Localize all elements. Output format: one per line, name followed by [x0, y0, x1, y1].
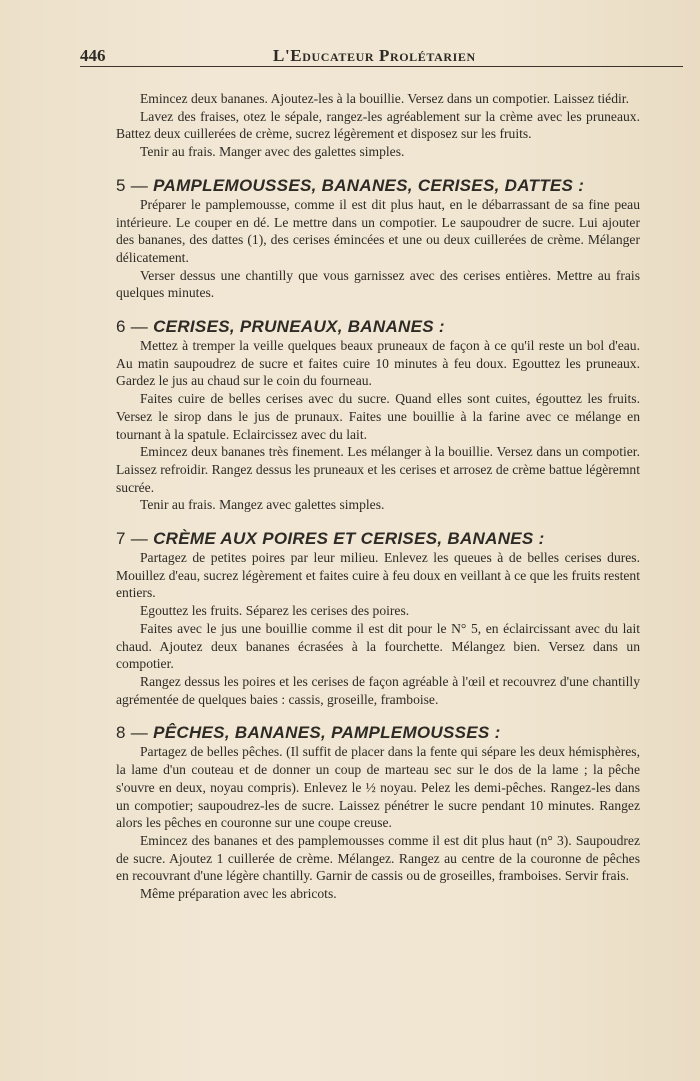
recipe-number: 7 —	[116, 529, 154, 549]
recipe-heading-8	[116, 723, 640, 743]
page-number: 446	[80, 46, 106, 65]
paragraph: Egouttez les fruits. Séparez les cerises des poires.	[140, 603, 410, 619]
recipe-number: 8 —	[116, 723, 154, 743]
paragraph: Lavez des fraises, otez le sépale, rangez-les agréablement sur la crème avec les pruneaux. Battez deux cuillerées de crème, sucrez légèrement et disposez sur les fruits.	[116, 108, 640, 142]
paragraph: Mettez à tremper la veille quelques beaux pruneaux de façon à ce qu'il reste un bol d'eau. Au matin saupoudrez de sucre et faites cuire 10 minutes à feu doux. Egouttez les pruneaux. Gardez le jus au chaud sur le coin du fourneau.	[116, 338, 640, 389]
recipe-title: PAMPLEMOUSSES, BANANES, CERISES, DATTES :	[153, 175, 585, 195]
paragraph: Préparer le pamplemousse, comme il est dit plus haut, en le débarrassant de sa fine peau intérieure. Le couper en dé. Le mettre dans un compotier. Le saupoudrer de sucre. Lui ajouter des bananes, des dattes (1), des cerises émincées et une ou deux cuillerées de crème. Mélanger délicatement.	[116, 196, 640, 265]
recipe-heading-5	[116, 176, 640, 196]
paragraph: Même préparation avec les abricots.	[140, 886, 337, 902]
paragraph: Partagez de petites poires par leur milieu. Enlevez les queues à de belles cerises dures. Mouillez d'eau, sucrez légèrement et faites cuire à feu doux en veillant à ce que les fruits restent entiers.	[116, 550, 640, 601]
recipe-title: CERISES, PRUNEAUX, BANANES :	[153, 317, 445, 337]
paragraph: Emincez deux bananes. Ajoutez-les à la bouillie. Versez dans un compotier. Laissez tiédir.	[140, 91, 629, 106]
page-header	[80, 44, 683, 67]
recipe-heading-6	[116, 317, 640, 337]
paragraph: Rangez dessus les poires et les cerises de façon agréable à l'œil et recouvrez d'une chantilly agrémentée de quelques baies : cassis, groseille, framboise.	[116, 673, 640, 707]
paragraph: Tenir au frais. Mangez avec galettes simples.	[140, 497, 385, 513]
paragraph: Faites avec le jus une bouillie comme il est dit pour le N° 5, en éclaircissant avec du lait chaud. Ajoutez deux bananes écrasées à la fourchette. Mélangez bien. Versez dans un compotier.	[116, 620, 640, 672]
paragraph: Verser dessus une chantilly que vous garnissez avec des cerises entières. Mettre au frais quelques minutes.	[116, 267, 640, 301]
paragraph: Emincez deux bananes très finement. Les mélanger à la bouillie. Versez dans un compotier. Laissez refroidir. Rangez dessus les pruneaux et les cerises et arrosez de crème battue légèremnt sucrée.	[116, 444, 640, 495]
recipe-number: 6 —	[116, 317, 154, 337]
recipe-heading-7	[116, 529, 640, 549]
recipe-title: PÊCHES, BANANES, PAMPLEMOUSSES :	[153, 723, 501, 743]
paragraph: Faites cuire de belles cerises avec du sucre. Quand elles sont cuites, égouttez les fruits. Versez le sirop dans le jus de prunaux. Faites une bouillie à la farine avec ce mélange en tournant à la spatule. Eclaircissez avec du lait.	[116, 391, 640, 442]
recipe-number: 5 —	[116, 175, 154, 195]
paragraph: Emincez des bananes et des pamplemousses comme il est dit plus haut (n° 3). Saupoudrez de sucre. Ajoutez 1 cuillerée de crème. Mélangez. Rangez au centre de la couronne de pêches en recouvrant d'une légère chantilly. Garnir de cassis ou de groseilles, framboises. Servir frais.	[116, 832, 640, 884]
running-title: L'Educateur Prolétarien	[273, 46, 476, 65]
article-body	[116, 90, 640, 903]
recipe-title: CRÈME AUX POIRES ET CERISES, BANANES :	[153, 529, 545, 549]
paragraph: Partagez de belles pêches. (Il suffit de placer dans la fente qui sépare les deux hémisphères, la lame d'un couteau et de donner un coup de marteau sec sur le dos de la lame ; la pêche s'ouvre en deux, noyau compris). Enlevez le ½ noyau. Pelez les demi-pêches. Rangez-les dans un compotier; saupoudrez-les de sucre. Laissez pénétrer le sucre pendant 10 minutes. Rangez alors les pêches en couronne sur une coupe creuse.	[116, 744, 640, 831]
paragraph: Tenir au frais. Manger avec des galettes simples.	[140, 144, 405, 160]
